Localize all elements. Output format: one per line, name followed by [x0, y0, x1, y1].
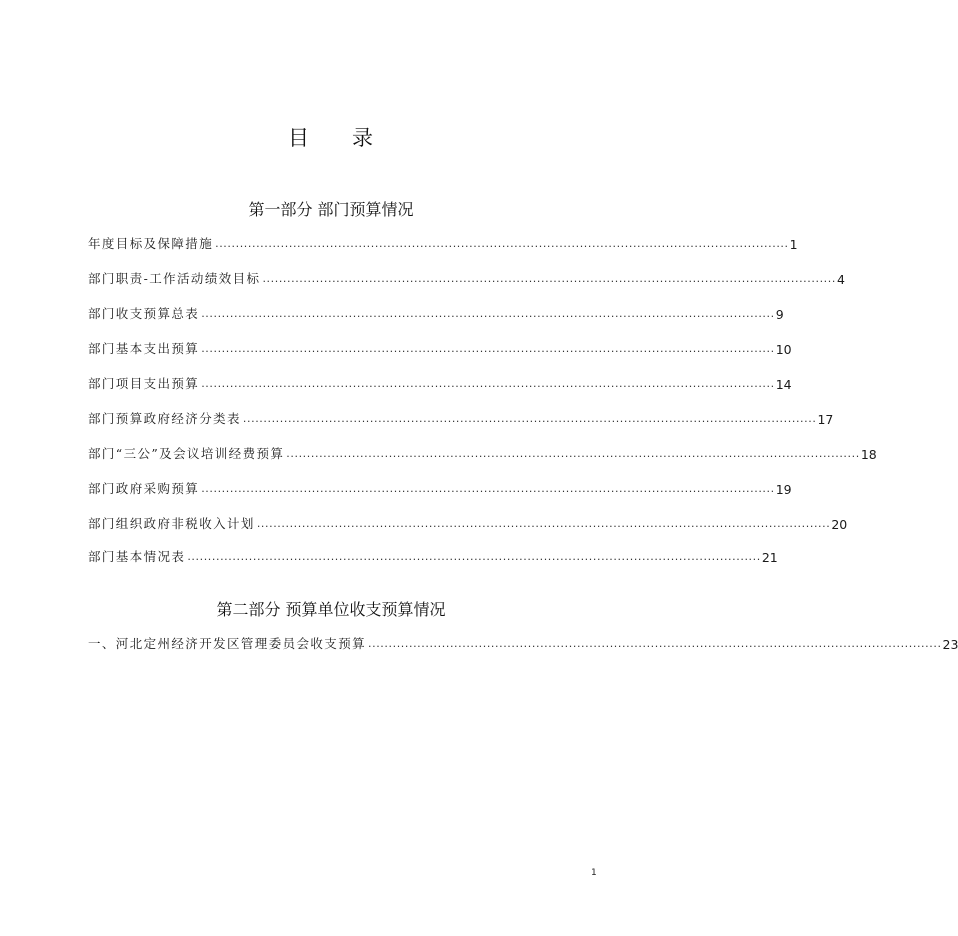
toc-entry-label: 部门政府采购预算 — [88, 481, 200, 496]
toc-leader-dots: ............................................................................................................................................ — [256, 517, 831, 530]
toc-leader-dots: ............................................................................................................................................ — [201, 342, 775, 355]
toc-entry-page: 19 — [775, 482, 792, 497]
toc-entry-label: 年度目标及保障措施 — [88, 236, 214, 251]
toc-entry-label: 部门项目支出预算 — [88, 376, 200, 391]
toc-entry-page: 1 — [789, 237, 798, 252]
toc-leader-dots: ............................................................................................................................................ — [201, 482, 775, 495]
toc-entry[interactable] — [88, 372, 792, 392]
toc-entry-page: 23 — [942, 637, 958, 652]
toc-title-left: 目 — [288, 126, 310, 150]
toc-leader-dots: ............................................................................................................................................ — [201, 307, 775, 320]
toc-entry[interactable] — [88, 232, 798, 252]
toc-leader-dots: ............................................................................................................................................ — [368, 637, 942, 650]
part1-heading: 第一部分 部门预算情况 — [248, 200, 414, 219]
toc-leader-dots: ............................................................................................................................................ — [286, 447, 860, 460]
toc-leader-dots: ............................................................................................................................................ — [187, 550, 761, 563]
page-number: 1 — [591, 868, 597, 878]
toc-entry[interactable] — [88, 632, 958, 652]
toc-entry[interactable] — [88, 302, 784, 322]
toc-entry-label: 部门职责-工作活动绩效目标 — [88, 271, 261, 286]
toc-entry-page: 14 — [775, 377, 792, 392]
toc-entry-label: 部门收支预算总表 — [88, 306, 200, 321]
toc-leader-dots: ............................................................................................................................................ — [242, 412, 817, 425]
toc-entry-page: 9 — [775, 307, 784, 322]
toc-entry[interactable] — [88, 545, 778, 565]
toc-leader-dots: ............................................................................................................................................ — [262, 272, 836, 285]
toc-entry-label: 部门“三公”及会议培训经费预算 — [88, 446, 285, 461]
toc-title — [0, 122, 662, 152]
toc-entry[interactable] — [88, 512, 848, 532]
toc-entry-label: 部门基本支出预算 — [88, 341, 200, 356]
toc-entry-label: 部门预算政府经济分类表 — [88, 411, 241, 426]
toc-entry[interactable] — [88, 267, 845, 287]
toc-entry-label: 部门基本情况表 — [88, 549, 186, 564]
toc-entry[interactable] — [88, 407, 834, 427]
toc-entry-page: 17 — [817, 412, 834, 427]
toc-title-right: 录 — [352, 126, 374, 150]
toc-entry-page: 20 — [831, 517, 848, 532]
toc-entry-page: 21 — [761, 550, 778, 565]
toc-leader-dots: ............................................................................................................................................ — [201, 377, 775, 390]
toc-entry-page: 18 — [860, 447, 877, 462]
toc-leader-dots: ............................................................................................................................................ — [215, 237, 789, 250]
toc-entry[interactable] — [88, 442, 877, 462]
toc-entry[interactable] — [88, 477, 792, 497]
part2-heading: 第二部分 预算单位收支预算情况 — [216, 600, 446, 619]
toc-entry-label: 一、河北定州经济开发区管理委员会收支预算 — [88, 636, 367, 651]
toc-entry[interactable] — [88, 337, 792, 357]
toc-entry-page: 4 — [836, 272, 845, 287]
toc-entry-page: 10 — [775, 342, 792, 357]
toc-entry-label: 部门组织政府非税收入计划 — [88, 516, 255, 531]
